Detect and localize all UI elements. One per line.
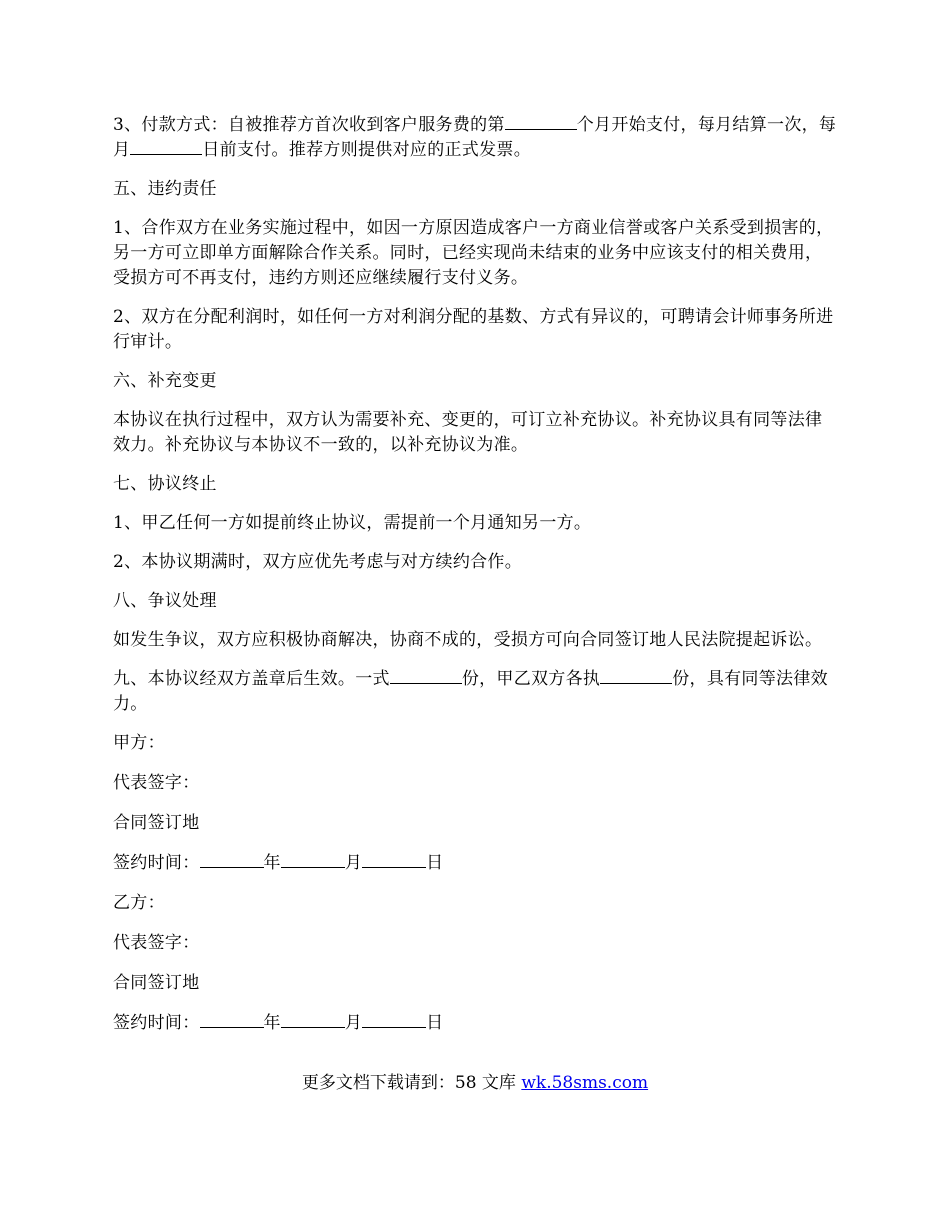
month-label: 月: [344, 853, 363, 873]
party-b-label: 乙方：: [113, 893, 165, 913]
month-label: 月: [344, 1013, 363, 1033]
blank-field: [200, 851, 264, 868]
payment-clause: [113, 113, 838, 163]
party-a-signing-place: 合同签订地: [113, 813, 200, 833]
supplement-clause: 本协议在执行过程中，双方认为需要补充、变更的，可订立补充协议。补充协议具有同等法律效力。补充协议与本协议不一致的，以补充协议为准。: [113, 410, 823, 455]
blank-field: [281, 851, 345, 868]
effect-text-2: 份，甲乙双方各执: [461, 669, 601, 689]
payment-text-3: 日前支付。推荐方则提供对应的正式发票。: [202, 140, 532, 160]
payment-text-2: 个月开始支付，每月结算一次，每月: [113, 115, 837, 160]
breach-clause-2: 2、双方在分配利润时，如任何一方对利润分配的基数、方式有异议的，可聘请会计师事务所进行审计。: [113, 307, 834, 352]
blank-field: [362, 851, 426, 868]
party-b-signing-place: 合同签订地: [113, 973, 200, 993]
section-heading-termination: 七、协议终止: [113, 474, 217, 494]
document-page: [113, 113, 838, 1051]
blank-field: [362, 1011, 426, 1028]
signing-time-label: 签约时间：: [113, 1013, 200, 1033]
effect-clause: [113, 667, 838, 717]
blank-field: [390, 667, 462, 684]
payment-text-1: 3、付款方式：自被推荐方首次收到客户服务费的第: [113, 115, 505, 135]
termination-clause-2: 2、本协议期满时，双方应优先考虑与对方续约合作。: [113, 552, 523, 572]
blank-field: [505, 113, 577, 130]
blank-field: [600, 667, 672, 684]
effect-text-3: 份，具有同等法律效力。: [113, 669, 828, 714]
party-a-rep-signature: 代表签字：: [113, 773, 200, 793]
day-label: 日: [426, 853, 444, 873]
day-label: 日: [426, 1013, 444, 1033]
dispute-clause: 如发生争议，双方应积极协商解决，协商不成的，受损方可向合同签订地人民法院提起诉讼。: [113, 630, 823, 650]
party-a-label: 甲方：: [113, 733, 165, 753]
termination-clause-1: 1、甲乙任何一方如提前终止协议，需提前一个月通知另一方。: [113, 513, 592, 533]
party-a-signing-time: [113, 851, 838, 876]
year-label: 年: [263, 1013, 281, 1033]
section-heading-breach: 五、违约责任: [113, 179, 217, 199]
footer-text: 更多文档下载请到：58 文库: [301, 1073, 522, 1093]
blank-field: [200, 1011, 264, 1028]
section-heading-supplement: 六、补充变更: [113, 371, 217, 391]
footer: [0, 1071, 950, 1096]
footer-link[interactable]: wk.58sms.com: [521, 1073, 649, 1093]
year-label: 年: [263, 853, 281, 873]
blank-field: [130, 138, 202, 155]
party-b-signing-time: [113, 1011, 838, 1036]
party-b-rep-signature: 代表签字：: [113, 933, 200, 953]
section-heading-dispute: 八、争议处理: [113, 591, 217, 611]
blank-field: [281, 1011, 345, 1028]
signing-time-label: 签约时间：: [113, 853, 200, 873]
effect-text-1: 九、本协议经双方盖章后生效。一式: [113, 669, 390, 689]
breach-clause-1: 1、合作双方在业务实施过程中，如因一方原因造成客户一方商业信誉或客户关系受到损害的，另一方可立即单方面解除合作关系。同时，已经实现尚未结束的业务中应该支付的相关费用，受损方可不再支付，违约方则还应继续履行支付义务。: [113, 218, 834, 288]
